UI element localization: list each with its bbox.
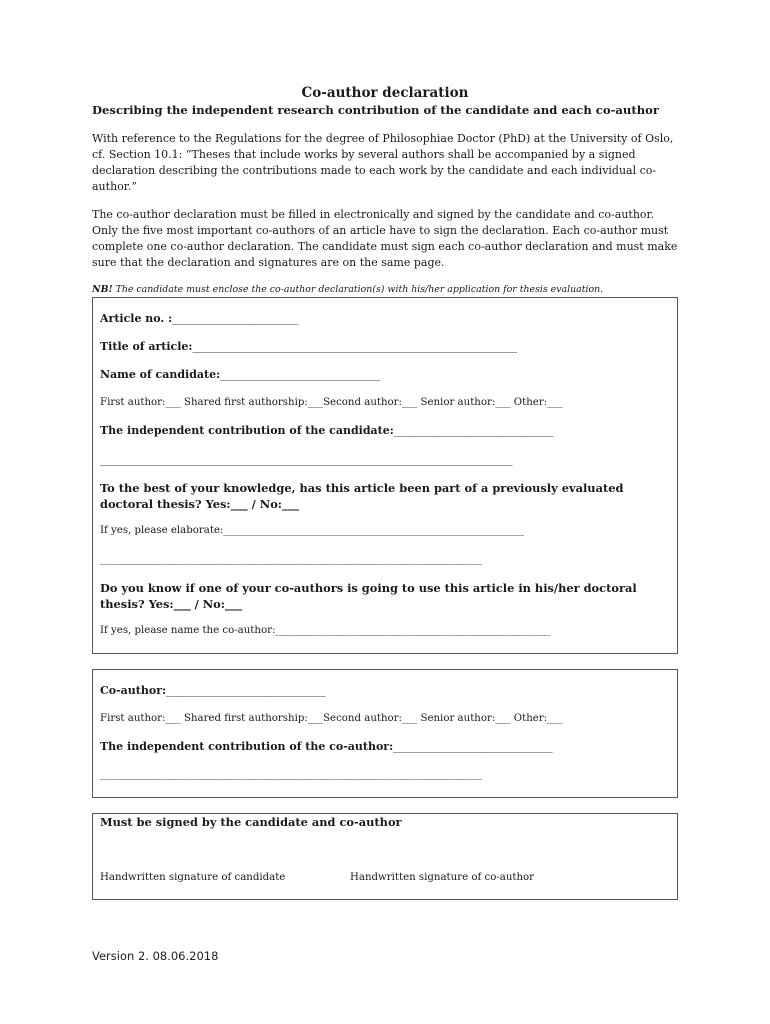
- candidate-contribution-label: The independent contribution of the candidate:: [100, 424, 394, 437]
- coauthor-name-row: [100, 684, 326, 697]
- elaborate-field-line2[interactable]: ___________________________________________________________________________: [100, 554, 483, 565]
- nb-note: [92, 284, 603, 295]
- coauthor-authorship-options[interactable]: First author:___ Shared first authorship:___Second author:___ Senior author:___ Other:___: [100, 713, 563, 724]
- article-no-field[interactable]: _______________________: [172, 312, 299, 325]
- coauthor-name-label: Co-author:: [100, 684, 167, 697]
- candidate-name-row: [100, 368, 380, 381]
- name-coauthor-row: [100, 625, 550, 636]
- signature-heading: Must be signed by the candidate and co-author: [100, 815, 402, 829]
- article-no-row: [100, 312, 299, 325]
- nb-label: NB!: [92, 284, 113, 295]
- coauthor-declaration-box: [92, 669, 678, 798]
- coauthor-contribution-field[interactable]: _____________________________: [393, 740, 553, 753]
- candidate-signature-field[interactable]: Handwritten signature of candidate: [100, 872, 286, 883]
- article-title-row: [100, 340, 517, 353]
- elaborate-row: [100, 525, 524, 536]
- previous-thesis-question-line1: To the best of your knowledge, has this article been part of a previously evaluated: [100, 481, 624, 495]
- page-subtitle: Describing the independent research contribution of the candidate and each co-author: [92, 103, 659, 117]
- name-coauthor-label: If yes, please name the co-author:: [100, 625, 276, 636]
- nb-text: The candidate must enclose the co-author declaration(s) with his/her application for thesis evaluation.: [112, 284, 604, 295]
- intro-paragraph-instructions: The co-author declaration must be filled in electronically and signed by the candidate and co-author. Only the five most important co-authors of an article have to sign the declaration. Each co-author must complete one co-author declaration. The candidate must sign each co-author declaration and must make sure that the declaration and signatures are on the same page.: [92, 208, 678, 269]
- previous-thesis-question-line2[interactable]: doctoral thesis? Yes:___ / No:___: [100, 497, 300, 511]
- intro-paragraph-regulations: With reference to the Regulations for the degree of Philosophiae Doctor (PhD) at the University of Oslo, cf. Section 10.1: “Theses that include works by several authors shall be accompanied by a signed declaration describing the contributions made to each work by the candidate and each individual co-author.”: [92, 132, 674, 193]
- article-title-field[interactable]: ___________________________________________________________: [192, 340, 517, 353]
- version-footer: Version 2. 08.06.2018: [92, 949, 219, 963]
- coauthor-contribution-field-line2[interactable]: ___________________________________________________________________________: [100, 769, 483, 780]
- coauthor-usage-question-line1: Do you know if one of your co-authors is going to use this article in his/her doctoral: [100, 581, 637, 595]
- name-coauthor-field[interactable]: ______________________________________________________: [275, 625, 551, 636]
- candidate-name-field[interactable]: _____________________________: [220, 368, 380, 381]
- coauthor-usage-question-line2[interactable]: thesis? Yes:___ / No:___: [100, 597, 243, 611]
- elaborate-field[interactable]: ___________________________________________________________: [223, 525, 524, 536]
- coauthor-contribution-label: The independent contribution of the co-author:: [100, 740, 394, 753]
- coauthor-contribution-row: [100, 740, 553, 753]
- candidate-name-label: Name of candidate:: [100, 368, 221, 381]
- candidate-contribution-field[interactable]: _____________________________: [393, 424, 554, 437]
- elaborate-label: If yes, please elaborate:: [100, 525, 224, 536]
- candidate-authorship-options[interactable]: First author:___ Shared first authorship:___Second author:___ Senior author:___ Other:___: [100, 397, 563, 408]
- article-declaration-box: [92, 297, 678, 654]
- coauthor-name-field[interactable]: _____________________________: [166, 684, 326, 697]
- signature-box: [92, 813, 678, 900]
- coauthor-signature-field[interactable]: Handwritten signature of co-author: [350, 872, 535, 883]
- page-title: Co-author declaration: [301, 85, 469, 101]
- candidate-contribution-row: [100, 424, 553, 437]
- candidate-contribution-field-line2[interactable]: ___________________________________________________________________________: [100, 453, 513, 466]
- article-title-label: Title of article:: [100, 340, 193, 353]
- article-no-label: Article no. :: [100, 312, 173, 325]
